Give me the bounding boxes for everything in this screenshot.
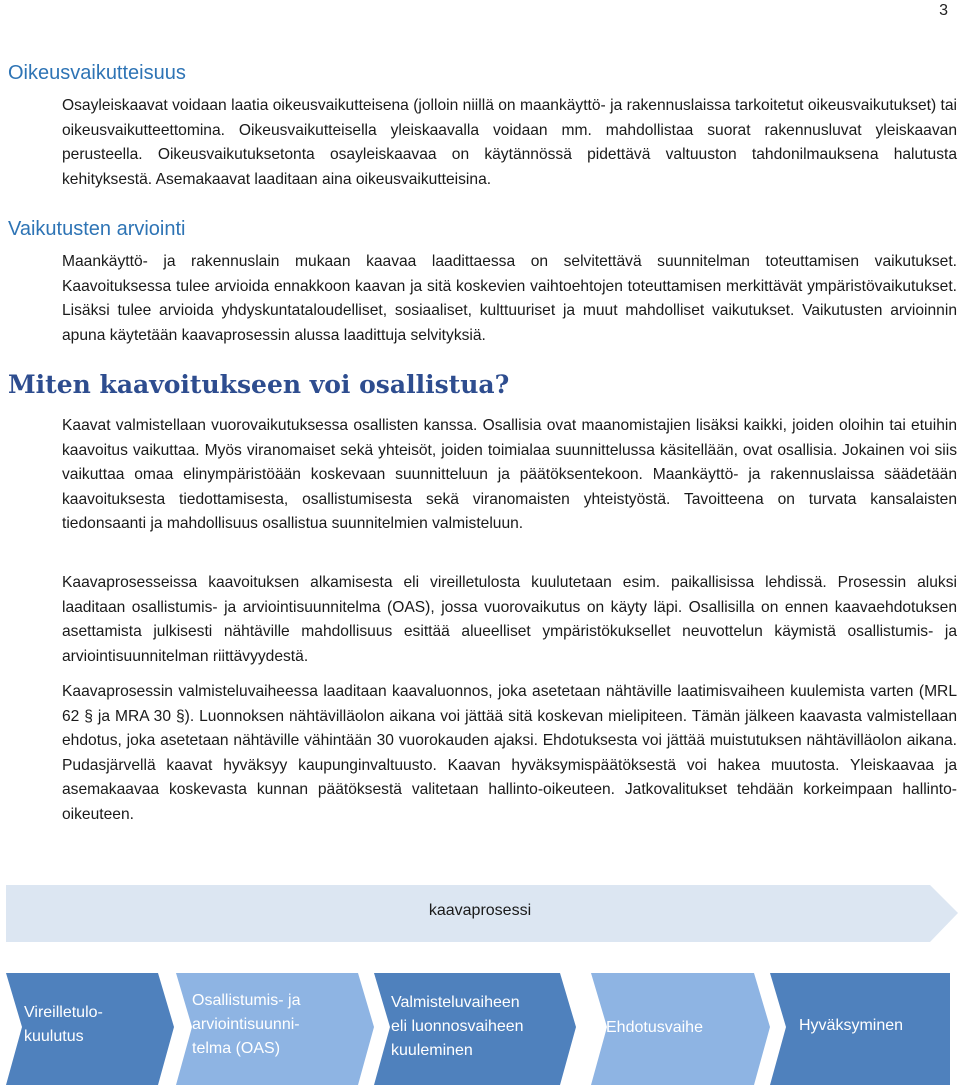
step-4-label	[606, 1016, 703, 1040]
step-1-label	[24, 1001, 103, 1049]
step-2-line3: telma (OAS)	[192, 1040, 281, 1057]
process-title: kaavaprosessi	[428, 902, 532, 919]
heading-osallistuminen: Miten kaavoitukseen voi osallistua?	[8, 370, 510, 399]
step-3-line2: eli luonnosvaiheen	[391, 1018, 524, 1035]
heading-oikeusvaikutteisuus: Oikeusvaikutteisuus	[8, 62, 186, 84]
heading-vaikutusten-arviointi: Vaikutusten arviointi	[8, 218, 186, 240]
step-2-line2: arviointisuunni-	[192, 1016, 300, 1033]
paragraph-oikeusvaikutteisuus: Osayleiskaavat voidaan laatia oikeusvaikutteisena (jolloin niillä on maankäyttö- ja rakennuslaissa tarkoitetut oikeusvaikutukset) tai oikeusvaikutteettomina. Oikeusvaikutteisella yleiskaavalla voidaan mm. mahdollistaa suorat rakennusluvat yleiskaavan perusteella. Oikeusvaikutuksetonta osayleiskaavaa on käytännössä pidettävä valtuuston tahdonilmauksena halutusta kehityksestä. Asemakaavat laaditaan aina oikeusvaikutteisina.	[62, 97, 957, 188]
step-3-line3: kuuleminen	[391, 1042, 473, 1059]
paragraph-osallistuminen-1: Kaavat valmistellaan vuorovaikutuksessa osallisten kanssa. Osallisia ovat maanomistajien lisäksi kaikki, joiden oloihin tai etuihin kaavoitus vaikuttaa. Myös viranomaiset sekä yhteisöt, joiden toimialaa suunnittelussa käsitellään, ovat osallisia. Jokainen voi siis vaikuttaa omaa elinympäristöään koskevaan suunnitteluun ja päätöksentekoon. Maankäyttö- ja rakennuslaissa säädetään kaavoituksesta tiedottamisesta, osallistumisesta sekä viranomaisten yhteistyöstä. Tavoitteena on turvata kansalaisten tiedonsaanti ja mahdollisuus osallistua suunnitelmien valmisteluun.	[62, 417, 957, 532]
step-2-line1: Osallistumis- ja	[192, 992, 301, 1009]
paragraph-vaikutusten-arviointi: Maankäyttö- ja rakennuslain mukaan kaavaa laadittaessa on selvitettävä suunnitelman toteuttamisen vaikutukset. Kaavoituksessa tulee arvioida ennakkoon kaavan ja sitä koskevien vaihtoehtojen toteuttamisen merkittävät ympäristövaikutukset. Lisäksi tulee arvioida yhdyskuntataloudelliset, sosiaaliset, kulttuuriset ja muut mahdolliset vaikutukset. Vaikutusten arvioinnin apuna käytetään kaavaprosessin alussa laadittuja selvityksiä.	[62, 253, 957, 344]
step-3-line1: Valmisteluvaiheen	[391, 994, 520, 1011]
step-2-label	[192, 989, 300, 1061]
step-1-line1: Vireilletulo-	[24, 1004, 103, 1021]
page-number: 3	[939, 2, 948, 19]
paragraph-osallistuminen-2: Kaavaprosesseissa kaavoituksen alkamisesta eli vireilletulosta kuulutetaan esim. paikallisissa lehdissä. Prosessin aluksi laaditaan osallistumis- ja arviointisuunnitelma (OAS), jossa vuorovaikutus on käyty läpi. Osallisilla on ennen kaavaehdotuksen asettamista julkisesti nähtäville mahdollisuus esittää alueelliset ympäristökuksellet neuvottelun käymistä osallistumis- ja arviointisuunnitelman riittävyydestä.	[62, 574, 957, 665]
step-5-label	[799, 1014, 903, 1038]
process-diagram	[0, 880, 960, 1089]
step-5-line1: Hyväksyminen	[799, 1017, 904, 1034]
step-1-line2: kuulutus	[24, 1028, 84, 1045]
step-4-line1: Ehdotusvaihe	[606, 1019, 703, 1036]
paragraph-osallistuminen-3: Kaavaprosessin valmisteluvaiheessa laaditaan kaavaluonnos, joka asetetaan nähtäville laatimisvaiheen kuulemista varten (MRL 62 § ja MRA 30 §). Luonnoksen nähtävilläolon aikana voi jättää sitä koskevan mielipiteen. Tämän jälkeen kaavasta valmistellaan ehdotus, joka asetetaan nähtäville vähintään 30 vuorokauden ajaksi. Ehdotuksesta voi jättää muistutuksen nähtävilläolon aikana. Pudasjärvellä kaavat hyväksyy kaupunginvaltuusto. Kaavan hyväksymispäätöksestä voi hakea muutosta. Yleiskaavaa ja asemakaavaa koskevasta kunnan päätöksestä valitetaan hallinto-oikeuteen. Jatkovalitukset tehdään korkeimpaan hallinto-oikeuteen.	[62, 683, 957, 823]
step-3-label	[391, 991, 524, 1063]
